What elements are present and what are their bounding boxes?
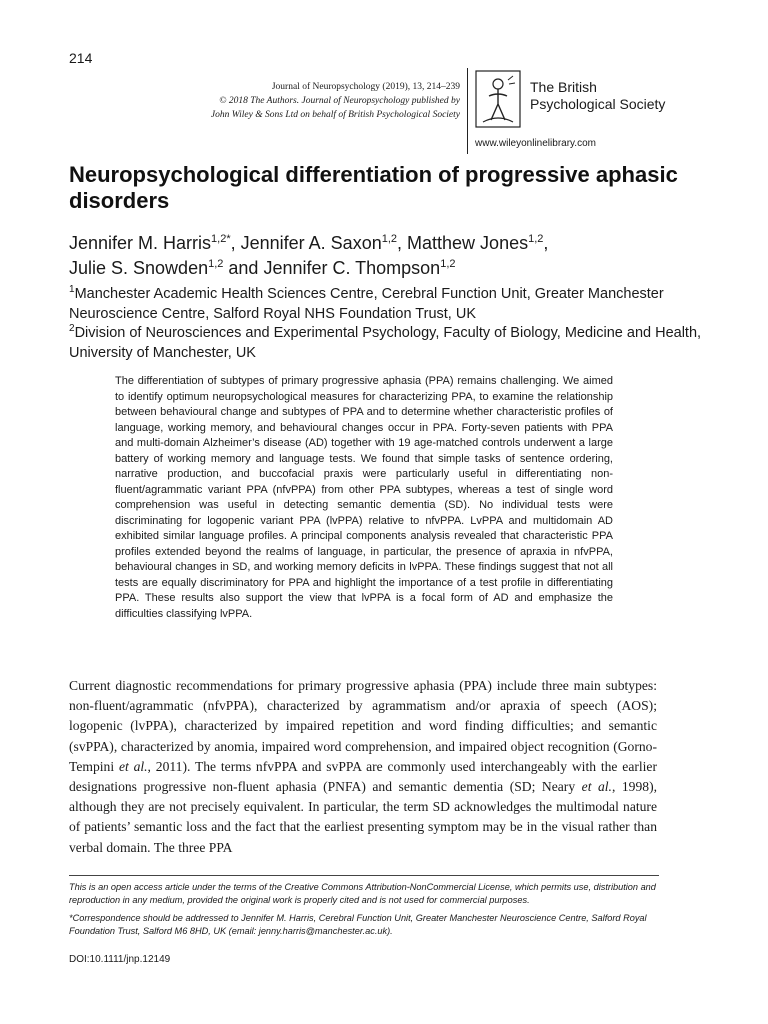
footnote-divider xyxy=(69,875,659,876)
author-affiliation-marker: 1,2 xyxy=(208,258,224,270)
publisher-name-line1: The British xyxy=(530,79,597,95)
author-name: Jennifer M. Harris xyxy=(69,233,212,253)
copyright-line: © 2018 The Authors. Journal of Neuropsychology published by xyxy=(219,96,460,106)
citation-etal: et al. xyxy=(581,779,612,795)
affiliation-number: 2 xyxy=(69,323,75,334)
affiliation-number: 1 xyxy=(69,284,75,295)
author-name: Jennifer C. Thompson xyxy=(263,258,441,278)
journal-citation-block xyxy=(160,80,460,122)
affiliation-text: Division of Neurosciences and Experimental Psychology, Faculty of Biology, Medicine and Health, University of Manchester, UK xyxy=(69,324,702,361)
journal-website-link[interactable]: www.wileyonlinelibrary.com xyxy=(475,138,596,149)
author-affiliation-marker: 1,2 xyxy=(381,233,398,245)
doi[interactable]: DOI:10.1111/jnp.12149 xyxy=(69,954,171,965)
body-text-segment: , 2011). The terms nfvPPA and svPPA are commonly used interchangeably with the earlier designations progressive non-fluent aphasia (PNFA) and semantic dementia (SD; Neary xyxy=(69,758,657,795)
author-separator: , xyxy=(230,233,241,253)
author-affiliation-marker: 1,2 xyxy=(528,233,544,245)
journal-citation: Journal of Neuropsychology (2019), 13, 214–239 xyxy=(271,82,460,92)
author-name: Julie S. Snowden xyxy=(69,258,209,278)
license-footnote: This is an open access article under the terms of the Creative Commons Attribution-NonCommercial License, which permits use, distribution and reproduction in any medium, provided the original work is properly cited and is not used for commercial purposes. xyxy=(69,882,656,905)
author-separator: and xyxy=(223,258,264,278)
author-separator: , xyxy=(543,233,549,253)
body-text-segment: Current diagnostic recommendations for primary progressive aphasia (PPA) include three main subtypes: non-fluent/agrammatic (nfvPPA), characterized by agrammatism and/or apraxia of speech (AOS); logopenic (lvPPA), characterized by impaired repetition and word finding difficulties; and semantic (svPPA), characterized by anomia, impaired word comprehension, and impaired object recognition (Gorno-Tempini xyxy=(69,678,657,774)
publisher-name xyxy=(530,79,665,113)
author-list xyxy=(69,231,699,281)
page-number: 214 xyxy=(69,50,93,66)
affiliation-2 xyxy=(69,319,719,363)
publisher-line: John Wiley & Sons Ltd on behalf of British Psychological Society xyxy=(210,110,460,120)
affiliation-1 xyxy=(69,280,719,324)
article-title: Neuropsychological differentiation of progressive aphasic disorders xyxy=(69,162,678,213)
author-name: Jennifer A. Saxon xyxy=(240,233,382,253)
header-divider xyxy=(467,68,468,154)
author-separator: , xyxy=(397,233,408,253)
body-text-segment: , 1998), although they are not precisely equivalent. In particular, the term SD acknowledges the multimodal nature of patients’ semantic loss and the fact that the earliest presenting symptom may be in the visual rather than verbal domain. The three PPA xyxy=(69,779,657,855)
publisher-name-line2: Psychological Society xyxy=(530,96,666,112)
author-affiliation-marker: 1,2 xyxy=(440,258,456,270)
correspondence-footnote: *Correspondence should be addressed to Jennifer M. Harris, Cerebral Function Unit, Greater Manchester Neuroscience Centre, Salford Royal Foundation Trust, Salford M6 8HD, UK (email: jenny.harris@manchester.ac.uk). xyxy=(69,913,647,936)
author-affiliation-marker: 1,2 xyxy=(211,233,227,245)
bps-emblem-icon xyxy=(475,70,521,128)
citation-etal: et al. xyxy=(118,758,148,774)
abstract: The differentiation of subtypes of primary progressive aphasia (PPA) remains challenging. We aimed to identify optimum neuropsychological measures for characterizing PPA, to examine the relationship between behavioural change and subtypes of PPA and to determine whether characteristic profiles of language, working memory, and behavioural changes occur in PPA. Forty-seven patients with PPA and multi-domain Alzheimer’s disease (AD) together with 19 age-matched controls underwent a large battery of working memory and language tests. We found that simple tasks of sentence ordering, narrative production, and buccofacial praxis were particularly useful in differentiating non-fluent/agrammatic variant PPA (nfvPPA) from other PPA subtypes, whereas a test of single word comprehension was useful in detecting semantic dementia (SD). No individual tests were discriminating for logopenic variant PPA (lvPPA) relative to nfvPPA. LvPPA and multidomain AD exhibited similar language profiles. A principal components analysis revealed that characteristic PPA profiles extended beyond the realms of language, in particular, the presence of apraxia in nfvPPA, behavioural changes in SD, and working memory deficits in lvPPA. These findings suggest that not all tests are equally discriminatory for PPA and highlight the importance of a test profile in differentiating PPA. These results also support the view that lvPPA is a focal form of AD and emphasize the difficulties classifying lvPPA. xyxy=(115,375,613,620)
author-name: Matthew Jones xyxy=(407,233,529,253)
introduction-paragraph xyxy=(69,676,657,858)
corresponding-author-marker: * xyxy=(226,233,231,245)
affiliation-text: Manchester Academic Health Sciences Centre, Cerebral Function Unit, Greater Manchester Neuroscience Centre, Salford Royal NHS Foundation Trust, UK xyxy=(69,285,664,322)
